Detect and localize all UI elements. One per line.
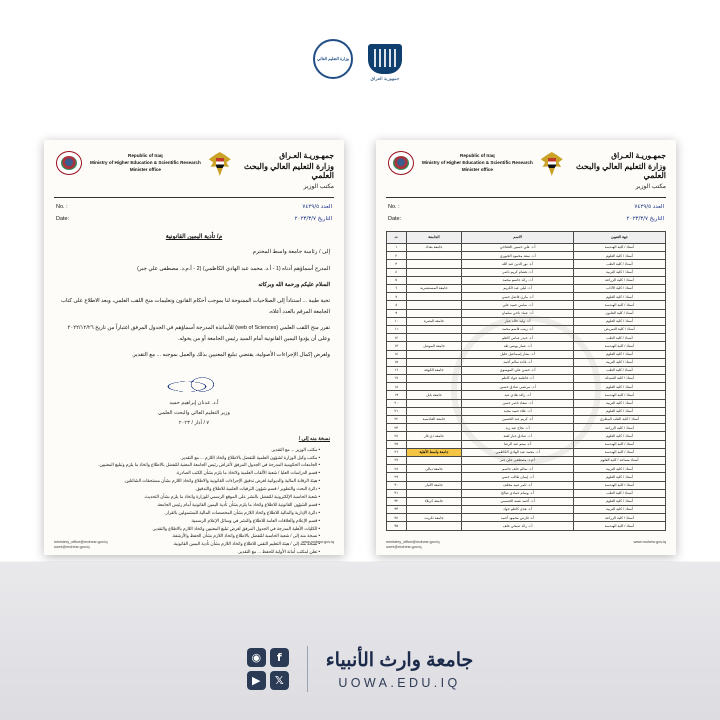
cell-position: أستاذ / كلية الهندسة (573, 391, 665, 399)
cell-name: أ.د. فارس محمود أحمد (462, 514, 574, 522)
brand-title (326, 649, 473, 690)
ministry-seal-label: وزارة التعليم العالي (317, 55, 349, 61)
cell-index: ٦ (387, 285, 407, 293)
cell-name: أ.د. سامي حميد علي (462, 301, 574, 309)
table-row (387, 416, 666, 424)
letter-paragraph-1: تحية طيبة ... استناداً إلى الصلاحيات الممنوحة لنا بموجب أحكام القانون وتعليمات منح اللقب العلمي، وبعد الاطلاع على كتاب الجامعة المرقم بالعدد أعلاه. (60, 298, 330, 316)
date-label: Date: (56, 215, 70, 222)
table-row (387, 244, 666, 252)
names-table-wrap (376, 225, 676, 531)
table-row (387, 407, 666, 415)
cell-index: ٢١ (387, 407, 407, 415)
cell-position: أستاذ / كلية الطب البيطري (573, 416, 665, 424)
document-table (376, 140, 676, 555)
no-value: ٧٤٢٩/٥ (634, 204, 652, 210)
document-letter (44, 140, 344, 555)
cell-name: أ.د. مرتضى صادق حسين (462, 383, 574, 391)
cell-position: أستاذ / كلية الطب (573, 260, 665, 268)
document-pair (44, 140, 676, 555)
emblem-shape (368, 44, 402, 74)
letterhead-english (422, 150, 533, 174)
eagle-icon (207, 150, 233, 178)
cell-index: ١٨ (387, 383, 407, 391)
footer-email-2: uomi@mohesr.gov.iq (386, 545, 422, 550)
cell-university: جامعة ذي قار (406, 432, 462, 440)
cell-index: ١٣ (387, 342, 407, 350)
date-value: ٢٠٢٣/٣/٧ (626, 215, 648, 222)
cell-university: جامعة المستنصرية (406, 285, 462, 293)
letterhead-en-line3: Minister office (129, 166, 161, 172)
cell-name: أ.د. علي حسين الخفاجي (462, 244, 574, 252)
cell-university (406, 440, 462, 448)
cell-index: ١٩ (387, 391, 407, 399)
cell-university (406, 407, 462, 415)
cell-index: ١١ (387, 325, 407, 333)
cell-index: ١٢ (387, 334, 407, 342)
cell-index: ٢٣ (387, 424, 407, 432)
cell-name: أ.د. إيمان طالب حسن (462, 473, 574, 481)
cell-name: أ.د. حسن علي الموسوي (462, 366, 574, 374)
brand-name-arabic: جامعة وارث الأنبياء (325, 649, 474, 671)
cell-name: أ.د. ميثم عبد الرضا (462, 440, 574, 448)
table-doc-header (376, 140, 676, 194)
cell-index: ٣٥ (387, 522, 407, 530)
cell-name: أ.د. سالم خلف جاسم (462, 465, 574, 473)
cell-index: ٢٤ (387, 432, 407, 440)
cc-item: • قسم الدراسات العليا / شعبة الألقاب العلمية ولاتخاذ ما يلزم بشأن الكتب الصادرة. (58, 469, 320, 476)
table-row (387, 268, 666, 276)
cell-university: جامعة تكريت (406, 514, 462, 522)
letterhead-ar-line1: جمهـوريـة العـراق (611, 151, 666, 160)
cell-university (406, 399, 462, 407)
cc-item: • دائرة الإدارية والمالية للاطلاع واتخاذ اللازم بشأن المخصصات المالية للمشمولين بالقرار. (58, 509, 320, 516)
table-row (387, 252, 666, 260)
date-side-label: التاريخ (317, 215, 332, 222)
cell-position: أستاذ / كلية العلوم (573, 383, 665, 391)
table-row (387, 309, 666, 317)
letterhead-en-line2: Ministry of Higher Education & Scientific Research (422, 159, 533, 165)
cell-index: ٢٥ (387, 440, 407, 448)
cell-name: أ.د. زينب قاسم محمد (462, 325, 574, 333)
cell-position: أستاذ / كلية التربية (573, 268, 665, 276)
table-row (387, 358, 666, 366)
cell-position: أستاذ / كلية العلوم (573, 350, 665, 358)
table-row (387, 293, 666, 301)
facebook-icon[interactable]: f (270, 648, 289, 667)
cell-position: أستاذ / كلية التربية (573, 465, 665, 473)
table-row (387, 325, 666, 333)
cell-name: أ.د. نجاح عبد زيد (462, 424, 574, 432)
cell-name: أ.د. وليد خالد جبار (462, 317, 574, 325)
cell-index: ٣٣ (387, 506, 407, 514)
no-side-label: العدد (320, 204, 332, 210)
letter-names: المدرج أسماؤهم أدناه (1 - أ.د. محمد عبد الهادي الكاظمي) (2 - أ.م.د. مصطفى علي جبر) (137, 265, 330, 272)
no-label: No. : (388, 204, 400, 210)
letterhead-ar-line3: مكتب الوزير (303, 184, 334, 190)
cell-university (406, 473, 462, 481)
cell-name: أ.د. رائد جاسم محمد (462, 276, 574, 284)
cc-item: • قسم الشؤون القانونية للاطلاع واتخاذ ما يلزم بشأن تأدية اليمين القانونية أمام رئيس الجامعة. (58, 501, 320, 508)
cell-university (406, 334, 462, 342)
cell-university: جامعة القادسية (406, 416, 462, 424)
cell-name: أ.د. عماد ناجي سلمان (462, 309, 574, 317)
cc-item: • الكليات الأهلية المدرجة في الجدول المرفق لغرض تبليغ المعنيين واتخاذ اللازم بالاطلاع والتقدير. (58, 525, 320, 532)
letter-greeting: السلام عليكم ورحمة الله وبركاته (258, 281, 330, 288)
names-table (386, 231, 666, 531)
cell-name: أ.م.د. مصطفى علي جبر (462, 456, 574, 464)
cell-university (406, 260, 462, 268)
cell-index: ٢٧ (387, 456, 407, 464)
brand-website: UOWA.EDU.IQ (338, 675, 461, 690)
cell-index: ٢٠ (387, 399, 407, 407)
cell-position: أستاذ / كلية الزراعة (573, 276, 665, 284)
table-row (387, 497, 666, 505)
table-row (387, 285, 666, 293)
table-row (387, 432, 666, 440)
eagle-icon (539, 150, 565, 178)
table-row (387, 391, 666, 399)
table-row (387, 350, 666, 358)
table-row (387, 424, 666, 432)
cell-position: أستاذ / كلية الهندسة (573, 244, 665, 252)
cell-index: ٣١ (387, 489, 407, 497)
cell-name: أ.د. محمد عبد الهادي الكاظمي (462, 448, 574, 456)
letterhead-ar-line3: مكتب الوزير (635, 184, 666, 190)
cell-index: ٣ (387, 260, 407, 268)
table-row (387, 375, 666, 383)
social-links (247, 648, 289, 690)
cell-university (406, 293, 462, 301)
cell-university (406, 456, 462, 464)
cell-position: أستاذ / كلية الصيدلة (573, 375, 665, 383)
cell-index: ٢٦ (387, 448, 407, 456)
letter-paragraph-2: تقرر منح اللقب العلمي (web of Sciences) للأساتذة المدرجة أسماؤهم في الجدول المرفق اعتباراً من تاريخ ٢٠٢٢/١٢/٢٦ وعلى أن يؤدوا اليمين القانونية أمام السيد رئيس الجامعة أو من يخوله. (67, 325, 330, 343)
letterhead-ar-line2: وزارة التعليم العالي والبحث العلمي (243, 162, 334, 180)
cell-index: ٢ (387, 252, 407, 260)
cc-item: • قسم الإعلام والعلاقات العامة للاطلاع والنشر في وسائل الإعلام الرسمية. (58, 517, 320, 524)
cell-university (406, 375, 462, 383)
ministry-seal-icon (386, 150, 416, 176)
cell-index: ١ (387, 244, 407, 252)
table-row (387, 317, 666, 325)
cell-name: أ.د. ليلى عبد الكريم (462, 285, 574, 293)
cell-name: أ.د. هشام كريم ناصر (462, 268, 574, 276)
cell-university (406, 309, 462, 317)
cc-title: نسخة منه إلى / (298, 436, 330, 443)
cell-name: أ.د. بشار إسماعيل خليل (462, 350, 574, 358)
letterhead-en-line3: Minister office (461, 166, 493, 172)
cell-position: أستاذ / كلية العلوم (573, 432, 665, 440)
twitter-icon[interactable]: 𝕏 (270, 671, 289, 690)
footer-website: www.mohesr.gov.iq (633, 539, 666, 544)
no-value: ٧٤٢٩/٥ (302, 204, 320, 210)
cc-item: • نسخة منه إلى / شعبة الحاسبة للتفضل بالاطلاع واتخاذ اللازم بشأن الحفظ والأرشفة. (58, 532, 320, 539)
youtube-icon[interactable]: ▶ (247, 671, 266, 690)
cell-index: ١٧ (387, 375, 407, 383)
cell-name: أ.د. عمار يونس طه (462, 342, 574, 350)
cell-name: أ.د. مازن فاضل حسن (462, 293, 574, 301)
th-index: ت (387, 232, 407, 244)
cell-index: ١٥ (387, 358, 407, 366)
table-row (387, 276, 666, 284)
footer-email-2: uomi@mohesr.gov.iq (54, 545, 90, 550)
letterhead-en-line1: Republic of Iraq (128, 153, 163, 158)
table-row (387, 514, 666, 522)
cell-position: أستاذ / كلية الآداب (573, 285, 665, 293)
letterhead-ar-line2: وزارة التعليم العالي والبحث العلمي (575, 162, 666, 180)
cell-position: أستاذ / كلية الطب (573, 366, 665, 374)
cell-index: ٧ (387, 293, 407, 301)
footer-email-1: ministery_office@mohesr.gov.iq (54, 539, 108, 544)
cell-name: أ.د. حيدر عباس كاظم (462, 334, 574, 342)
names-table-head (387, 232, 666, 244)
cc-item: • دائرة البحث والتطوير / قسم شؤون الترقيات العلمية للاطلاع والتدقيق. (58, 485, 320, 492)
cell-name: أ.د. غادة سالم أحمد (462, 358, 574, 366)
cc-item: • نسخة منه إلى / هيئة التعليم التقني للاطلاع واتخاذ اللازم بشأن تأدية اليمين القانونية. (58, 540, 320, 547)
cell-position: أستاذ / كلية الهندسة (573, 440, 665, 448)
table-row (387, 383, 666, 391)
cell-index: ٩ (387, 309, 407, 317)
table-row (387, 465, 666, 473)
cell-university: جامعة البصرة (406, 317, 462, 325)
cell-index: ١٠ (387, 317, 407, 325)
signature-name: أ.د. عدنان إبراهيم حميد (169, 400, 219, 407)
cell-name: أ.د. رافد هادي عبد (462, 391, 574, 399)
cell-university: جامعة ديالى (406, 465, 462, 473)
cell-index: ٣٠ (387, 481, 407, 489)
cell-name: أ.د. رائد صبحي خلف (462, 522, 574, 530)
letterhead-arabic (239, 150, 334, 190)
cell-position: أستاذ مساعد / كلية العلوم (573, 456, 665, 464)
letter-paragraph-3: ولغرض إكمال الإجراءات الأصولية، يقتضي تبليغ المعنيين بذلك والعمل بموجبه ... مع التقدير. (131, 352, 330, 359)
cell-university (406, 506, 462, 514)
table-row (387, 334, 666, 342)
letter-header (44, 140, 344, 194)
cell-university: جامعة بغداد (406, 244, 462, 252)
cell-name: أ.د. ثامر عبيد مخلف (462, 481, 574, 489)
cell-index: ٤ (387, 268, 407, 276)
cell-position: أستاذ / كلية القانون (573, 309, 665, 317)
cell-position: أستاذ / كلية العلوم (573, 497, 665, 505)
cc-items (58, 446, 330, 555)
cell-name: أ.د. أحمد نعمة الحسيني (462, 497, 574, 505)
letterhead-arabic (571, 150, 666, 190)
cell-index: ٢٢ (387, 416, 407, 424)
cell-university (406, 268, 462, 276)
letterhead-ar-line1: جمهـوريـة العـراق (279, 151, 334, 160)
cell-name: أ.د. كريم عبد الحسين (462, 416, 574, 424)
cell-university (406, 489, 462, 497)
cell-index: ٣٢ (387, 497, 407, 505)
letter-meta (44, 198, 344, 225)
signature-mark (159, 375, 229, 397)
date-label: Date: (388, 215, 402, 222)
table-row (387, 342, 666, 350)
table-row (387, 456, 666, 464)
th-university: الجامعة (406, 232, 462, 244)
table-row (387, 301, 666, 309)
footer-email-1: ministery_office@mohesr.gov.iq (386, 539, 440, 544)
cell-position: أستاذ / كلية الهندسة (573, 342, 665, 350)
cell-university (406, 383, 462, 391)
cc-item: • هيئة الرقابة المالية والديوانية لغرض تدقيق الإجراءات القانونية والاطلاع واتخاذ اللازم بشأن مستحقات الشاغلين. (58, 477, 320, 484)
cc-item: • شعبة الحاسبة الإلكترونية للتفضل بالنشر على الموقع الرسمي للوزارة واتخاذ ما يلزم بشأن التحديث. (58, 493, 320, 500)
no-label: No. : (56, 204, 68, 210)
cell-university (406, 424, 462, 432)
ministry-logos (0, 36, 720, 82)
cc-item: • الجامعات الحكومية المدرجة في الجدول المرفق لأغراض رئيس الجامعة المعنية للتفضل بالاطلاع واتخاذ ما يلزم وتبليغ المعنيين. (58, 461, 320, 468)
names-table-body (387, 244, 666, 531)
cell-position: أستاذ / كلية الطب (573, 334, 665, 342)
letter-subject: م/ تأدية اليمين القانونية (165, 234, 223, 241)
table-row (387, 506, 666, 514)
cell-position: أستاذ / كلية التمريض (573, 325, 665, 333)
cell-name: أ.د. سعاد ناصر حسن (462, 399, 574, 407)
cell-university (406, 301, 462, 309)
table-row (387, 522, 666, 530)
letter-body (44, 225, 344, 361)
cell-position: أستاذ / كلية العلوم (573, 293, 665, 301)
cell-position: أستاذ / كلية الهندسة (573, 301, 665, 309)
cell-name: أ.د. فاطمة جواد كاظم (462, 375, 574, 383)
ministry-seal-icon (54, 150, 84, 176)
cell-university (406, 358, 462, 366)
cell-university: جامعة الكوفة (406, 366, 462, 374)
date-value: ٢٠٢٣/٣/٧ (294, 215, 316, 222)
cell-position: أستاذ / كلية العلوم (573, 252, 665, 260)
cell-university (406, 350, 462, 358)
cc-item: • مكتب وكيل الوزارة لشؤون العلمية للتفضل بالاطلاع واتخاذ اللازم ... مع التقدير. (58, 454, 320, 461)
cell-index: ٨ (387, 301, 407, 309)
cell-position: أستاذ / كلية الهندسة (573, 522, 665, 530)
table-row (387, 399, 666, 407)
instagram-icon[interactable]: ◉ (247, 648, 266, 667)
cell-index: ٢٩ (387, 473, 407, 481)
cell-university (406, 276, 462, 284)
cell-name: أ.د. وسام حمادي صالح (462, 489, 574, 497)
cell-university: جامعة كربلاء (406, 497, 462, 505)
cell-name: أ.د. هدى كاظم جواد (462, 506, 574, 514)
cell-name: أ.د. علاء حميد مجيد (462, 407, 574, 415)
table-row (387, 473, 666, 481)
table-row (387, 489, 666, 497)
cc-list (44, 429, 344, 555)
cell-index: ٢٨ (387, 465, 407, 473)
no-side-label: العدد (652, 204, 664, 210)
table-row (387, 440, 666, 448)
letterhead-english (90, 150, 201, 174)
cell-university (406, 522, 462, 530)
brand-divider (307, 646, 308, 692)
letter-recipient: إلى / رئاسة جامعة واسط المحترم (252, 249, 330, 256)
table-row (387, 481, 666, 489)
cell-index: ٥ (387, 276, 407, 284)
cell-university: جامعة بابل (406, 391, 462, 399)
brand-bar (0, 562, 720, 720)
letter-footer (44, 540, 344, 551)
th-name: الاسم (462, 232, 574, 244)
table-doc-meta (376, 198, 676, 225)
cc-item: • تعلن لمكتب أمانة الأولية للحفظ ... مع التقدير. (58, 548, 320, 555)
cell-university (406, 325, 462, 333)
signature-block (44, 375, 344, 429)
cell-position: أستاذ / كلية العلوم (573, 317, 665, 325)
cell-name: أ.د. سعد محمود الجبوري (462, 252, 574, 260)
cell-index: ٣٤ (387, 514, 407, 522)
cell-position: أستاذ / كلية التربية (573, 399, 665, 407)
table-row (387, 366, 666, 374)
table-row (387, 260, 666, 268)
th-position: جهة التعيين (573, 232, 665, 244)
cell-position: أستاذ / كلية التربية (573, 506, 665, 514)
cell-position: أستاذ / كلية العلوم (573, 473, 665, 481)
emblem-label: جمهورية العراق (370, 76, 400, 81)
iraq-emblem-icon (363, 36, 407, 82)
cell-position: أستاذ / كلية الهندسة (573, 448, 665, 456)
cell-position: أستاذ / كلية التربية (573, 358, 665, 366)
cell-university: جامعة الأنبار (406, 481, 462, 489)
table-doc-footer (376, 540, 676, 551)
letterhead-en-line2: Ministry of Higher Education & Scientific Research (90, 159, 201, 165)
cc-item: • مكتب الوزير ... مع التقدير. (58, 446, 320, 453)
cell-name: أ.د. صادق جبار لفتة (462, 432, 574, 440)
cell-index: ١٤ (387, 350, 407, 358)
cell-name: أ.د. نور الدين عبد الله (462, 260, 574, 268)
cell-position: أستاذ / كلية الزراعة (573, 514, 665, 522)
signature-title: وزير التعليم العالي والبحث العلمي (157, 410, 230, 417)
cell-university: جامعة الموصل (406, 342, 462, 350)
cell-position: أستاذ / كلية الهندسة (573, 481, 665, 489)
ministry-seal-icon (313, 39, 353, 79)
cell-university (406, 252, 462, 260)
date-side-label: التاريخ (649, 215, 664, 222)
footer-website: www.mohesr.gov.iq (301, 539, 334, 544)
letterhead-en-line1: Republic of Iraq (460, 153, 495, 158)
signature-date: ٧ / آذار / ٢٠٢٣ (178, 420, 210, 427)
cell-position: أستاذ / كلية العلوم (573, 407, 665, 415)
cell-index: ١٦ (387, 366, 407, 374)
cell-position: أستاذ / كلية الطب (573, 489, 665, 497)
table-row (387, 448, 666, 456)
cell-university-highlighted: جامعة واسط الأهلية (406, 448, 462, 456)
cell-position: أستاذ / كلية الزراعة (573, 424, 665, 432)
table-header-row (387, 232, 666, 244)
